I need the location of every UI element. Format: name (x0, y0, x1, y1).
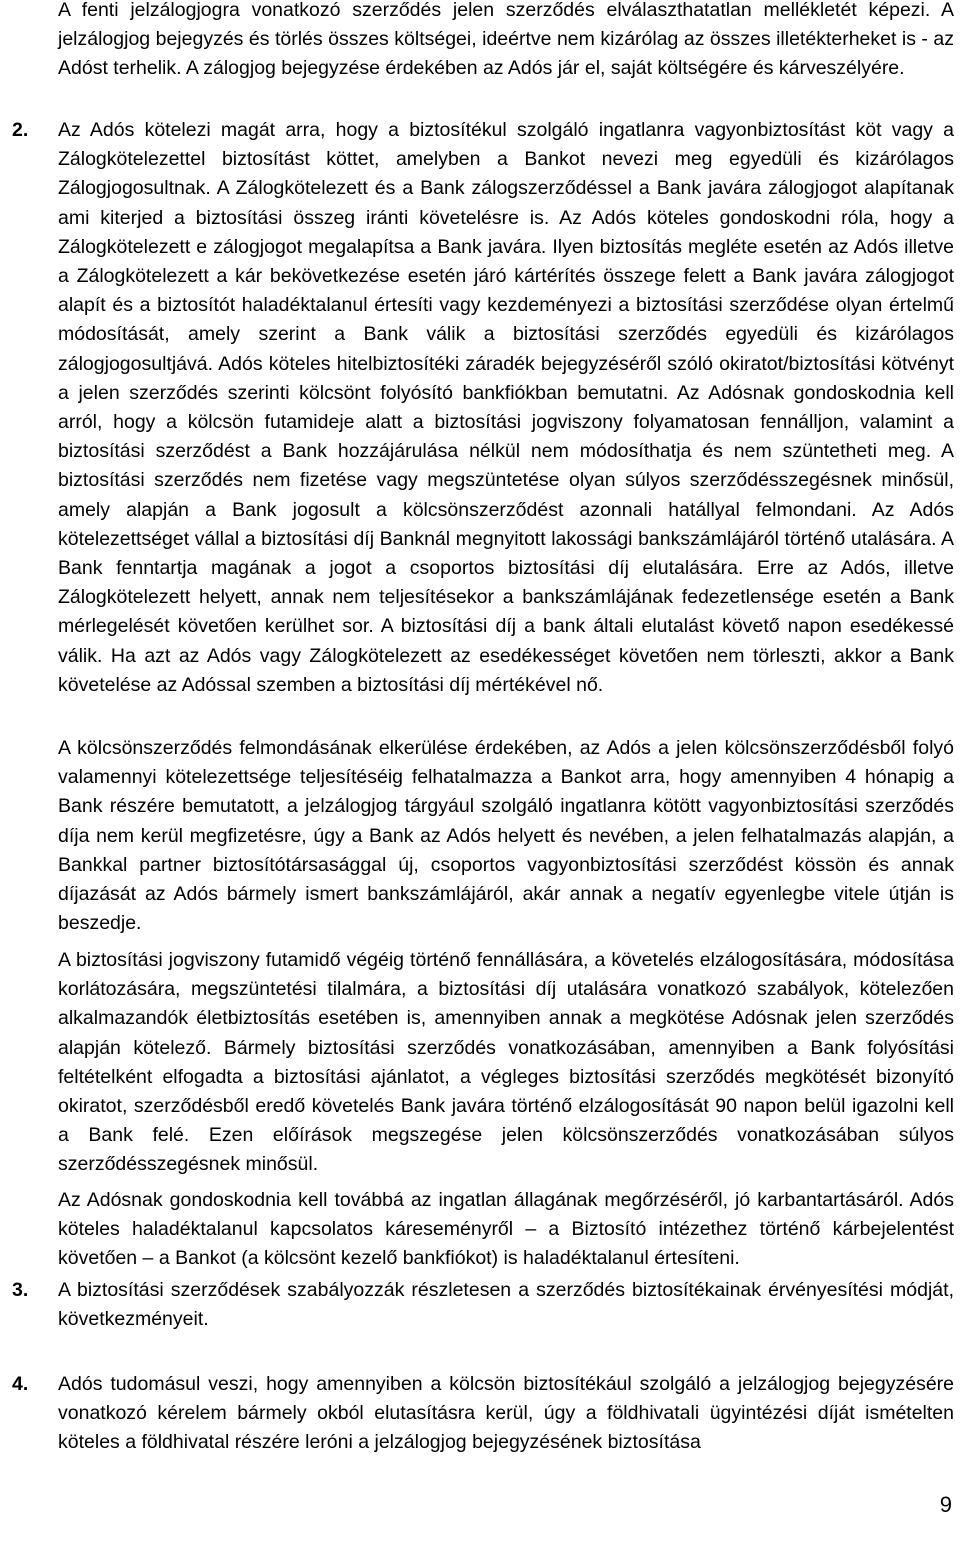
section-number-3: 3. (12, 1279, 29, 1301)
paragraph-section-3: A biztosítási szerződések szabályozzák részletesen a szerződés biztosítékainak érvényesítési módját, következményeit. (58, 1279, 954, 1331)
paragraph-section-2-maintenance: Az Adósnak gondoskodnia kell továbbá az ingatlan állagának megőrzéséről, jó karbantartásáról. Adós köteles haladéktalanul kapcsolatos káreseményről – a Biztosító intézethez történő kárbejelentést követően – a Bankot (a kölcsönt kezelő bankfiókot) is haladéktalanul értesíteni. (58, 1189, 954, 1270)
paragraph-intro: A fenti jelzálogjogra vonatkozó szerződés jelen szerződés elválaszthatatlan mellékletét képezi. A jelzálogjog bejegyzés és törlés összes költségei, ideértve nem kizárólag az összes illetékterheket is - az Adóst terhelik. A zálogjog bejegyzése érdekében az Adós jár el, saját költségére és kárveszélyére. (58, 0, 954, 80)
section-number-2: 2. (12, 119, 29, 141)
section-number-4: 4. (12, 1373, 29, 1395)
paragraph-section-2-authorization: A kölcsönszerződés felmondásának elkerülése érdekében, az Adós a jelen kölcsönszerződésből folyó valamennyi kötelezettsége teljesítéséig felhatalmazza a Bankot arra, hogy amennyiben 4 hónapig a Bank részére bemutatott, a jelzálogjog tárgyául szolgáló ingatlanra kötött vagyonbiztosítási szerződés díja nem kerül megfizetésre, úgy a Bank az Adós helyett és nevében, a jelen felhatalmazás alapján, a Bankkal partner biztosítótársasággal új, csoportos vagyonbiztosítási szerződést kössön és annak díjazását az Adós bármely ismert bankszámlájáról, akár annak a negatív egyenlegbe vitele útján is beszedje. (58, 737, 954, 935)
paragraph-section-4: Adós tudomásul veszi, hogy amennyiben a kölcsön biztosítékául szolgáló a jelzálogjog bejegyzésére vonatkozó kérelem bármely okból elutasításra kerül, úgy a földhivatali ügyintézési díját ismételten köteles a földhivatal részére leróni a jelzálogjog bejegyzésének biztosítása (58, 1373, 954, 1454)
paragraph-section-2-insurance-rules: A biztosítási jogviszony futamidő végéig történő fennállására, a követelés elzálogosítására, módosítása korlátozására, megszüntetési tilalmára, a biztosítási díj utalására vonatkozó szabályok, kötelezően alkalmazandók életbiztosítás esetében is, amennyiben annak a megkötése Adósnak jelen szerződés alapján kötelező. Bármely biztosítási szerződés vonatkozásában, amennyiben a Bank folyósítási feltételként elfogadta a biztosítási ajánlatot, a végleges biztosítási szerződés megkötését bizonyító okiratot, szerződésből eredő követelés Bank javára történő elzálogosítását 90 napon belül igazolni kell a Bank felé. Ezen előírások megszegése jelen kölcsönszerződés vonatkozásában súlyos szerződésszegésnek minősül. (58, 949, 954, 1176)
page-number: 9 (939, 1492, 952, 1517)
paragraph-section-2: Az Adós kötelezi magát arra, hogy a biztosítékul szolgáló ingatlanra vagyonbiztosítást köt vagy a Zálogkötelezettel biztosítást köttet, amelyben a Bankot nevezi meg egyedüli és kizárólagos Zálogjogosultnak. A Zálogkötelezett és a Bank zálogszerződéssel a Bank javára zálogjogot alapítanak ami kiterjed a biztosítási összeg iránti követelésre is. Az Adós köteles gondoskodni róla, hogy a Zálogkötelezett e zálogjogot megalapítsa a Bank javára. Ilyen biztosítás megléte esetén az Adós illetve a Zálogkötelezett a kár bekövetkezése esetén járó kártérítés összege felett a Bank javára zálogjogot alapít és a biztosítót haladéktalanul értesíti vagy kezdeményezi a biztosítási szerződése olyan értelmű módosítását, amely szerint a Bank válik a biztosítási szerződés egyedüli és kizárólagos zálogjogosultjává. Adós köteles hitelbiztosítéki záradék bejegyzéséről szóló okiratot/biztosítási kötvényt a jelen szerződés szerinti kölcsönt folyósító bankfiókban bemutatni. Az Adósnak gondoskodnia kell arról, hogy a kölcsön futamideje alatt a biztosítási jogviszony folyamatosan fennálljon, valamint a biztosítási szerződést a Bank hozzájárulása nélkül nem módosíthatja és nem szüntetheti meg. A biztosítási szerződés nem fizetése vagy megszüntetése olyan súlyos szerződésszegésnek minősül, amely alapján a Bank jogosult a kölcsönszerződést azonnali hatállyal felmondani. Az Adós kötelezettséget vállal a biztosítási díj Banknál megnyitott lakossági bankszámlájáról történő utalására. A Bank fenntartja magának a jogot a csoportos biztosítási díj elutalására. Erre az Adós, illetve Zálogkötelezett helyett, annak nem teljesítésekor a bankszámlájának fedezetlensége esetén a Bank mérlegelését követően kerülhet sor. A biztosítási díj a bank általi elutalást követő napon esedékessé válik. Ha azt az Adós vagy Zálogkötelezett az esedékességet követően nem törleszti, akkor a Bank követelése az Adóssal szemben a biztosítási díj mértékével nő. (58, 119, 954, 696)
